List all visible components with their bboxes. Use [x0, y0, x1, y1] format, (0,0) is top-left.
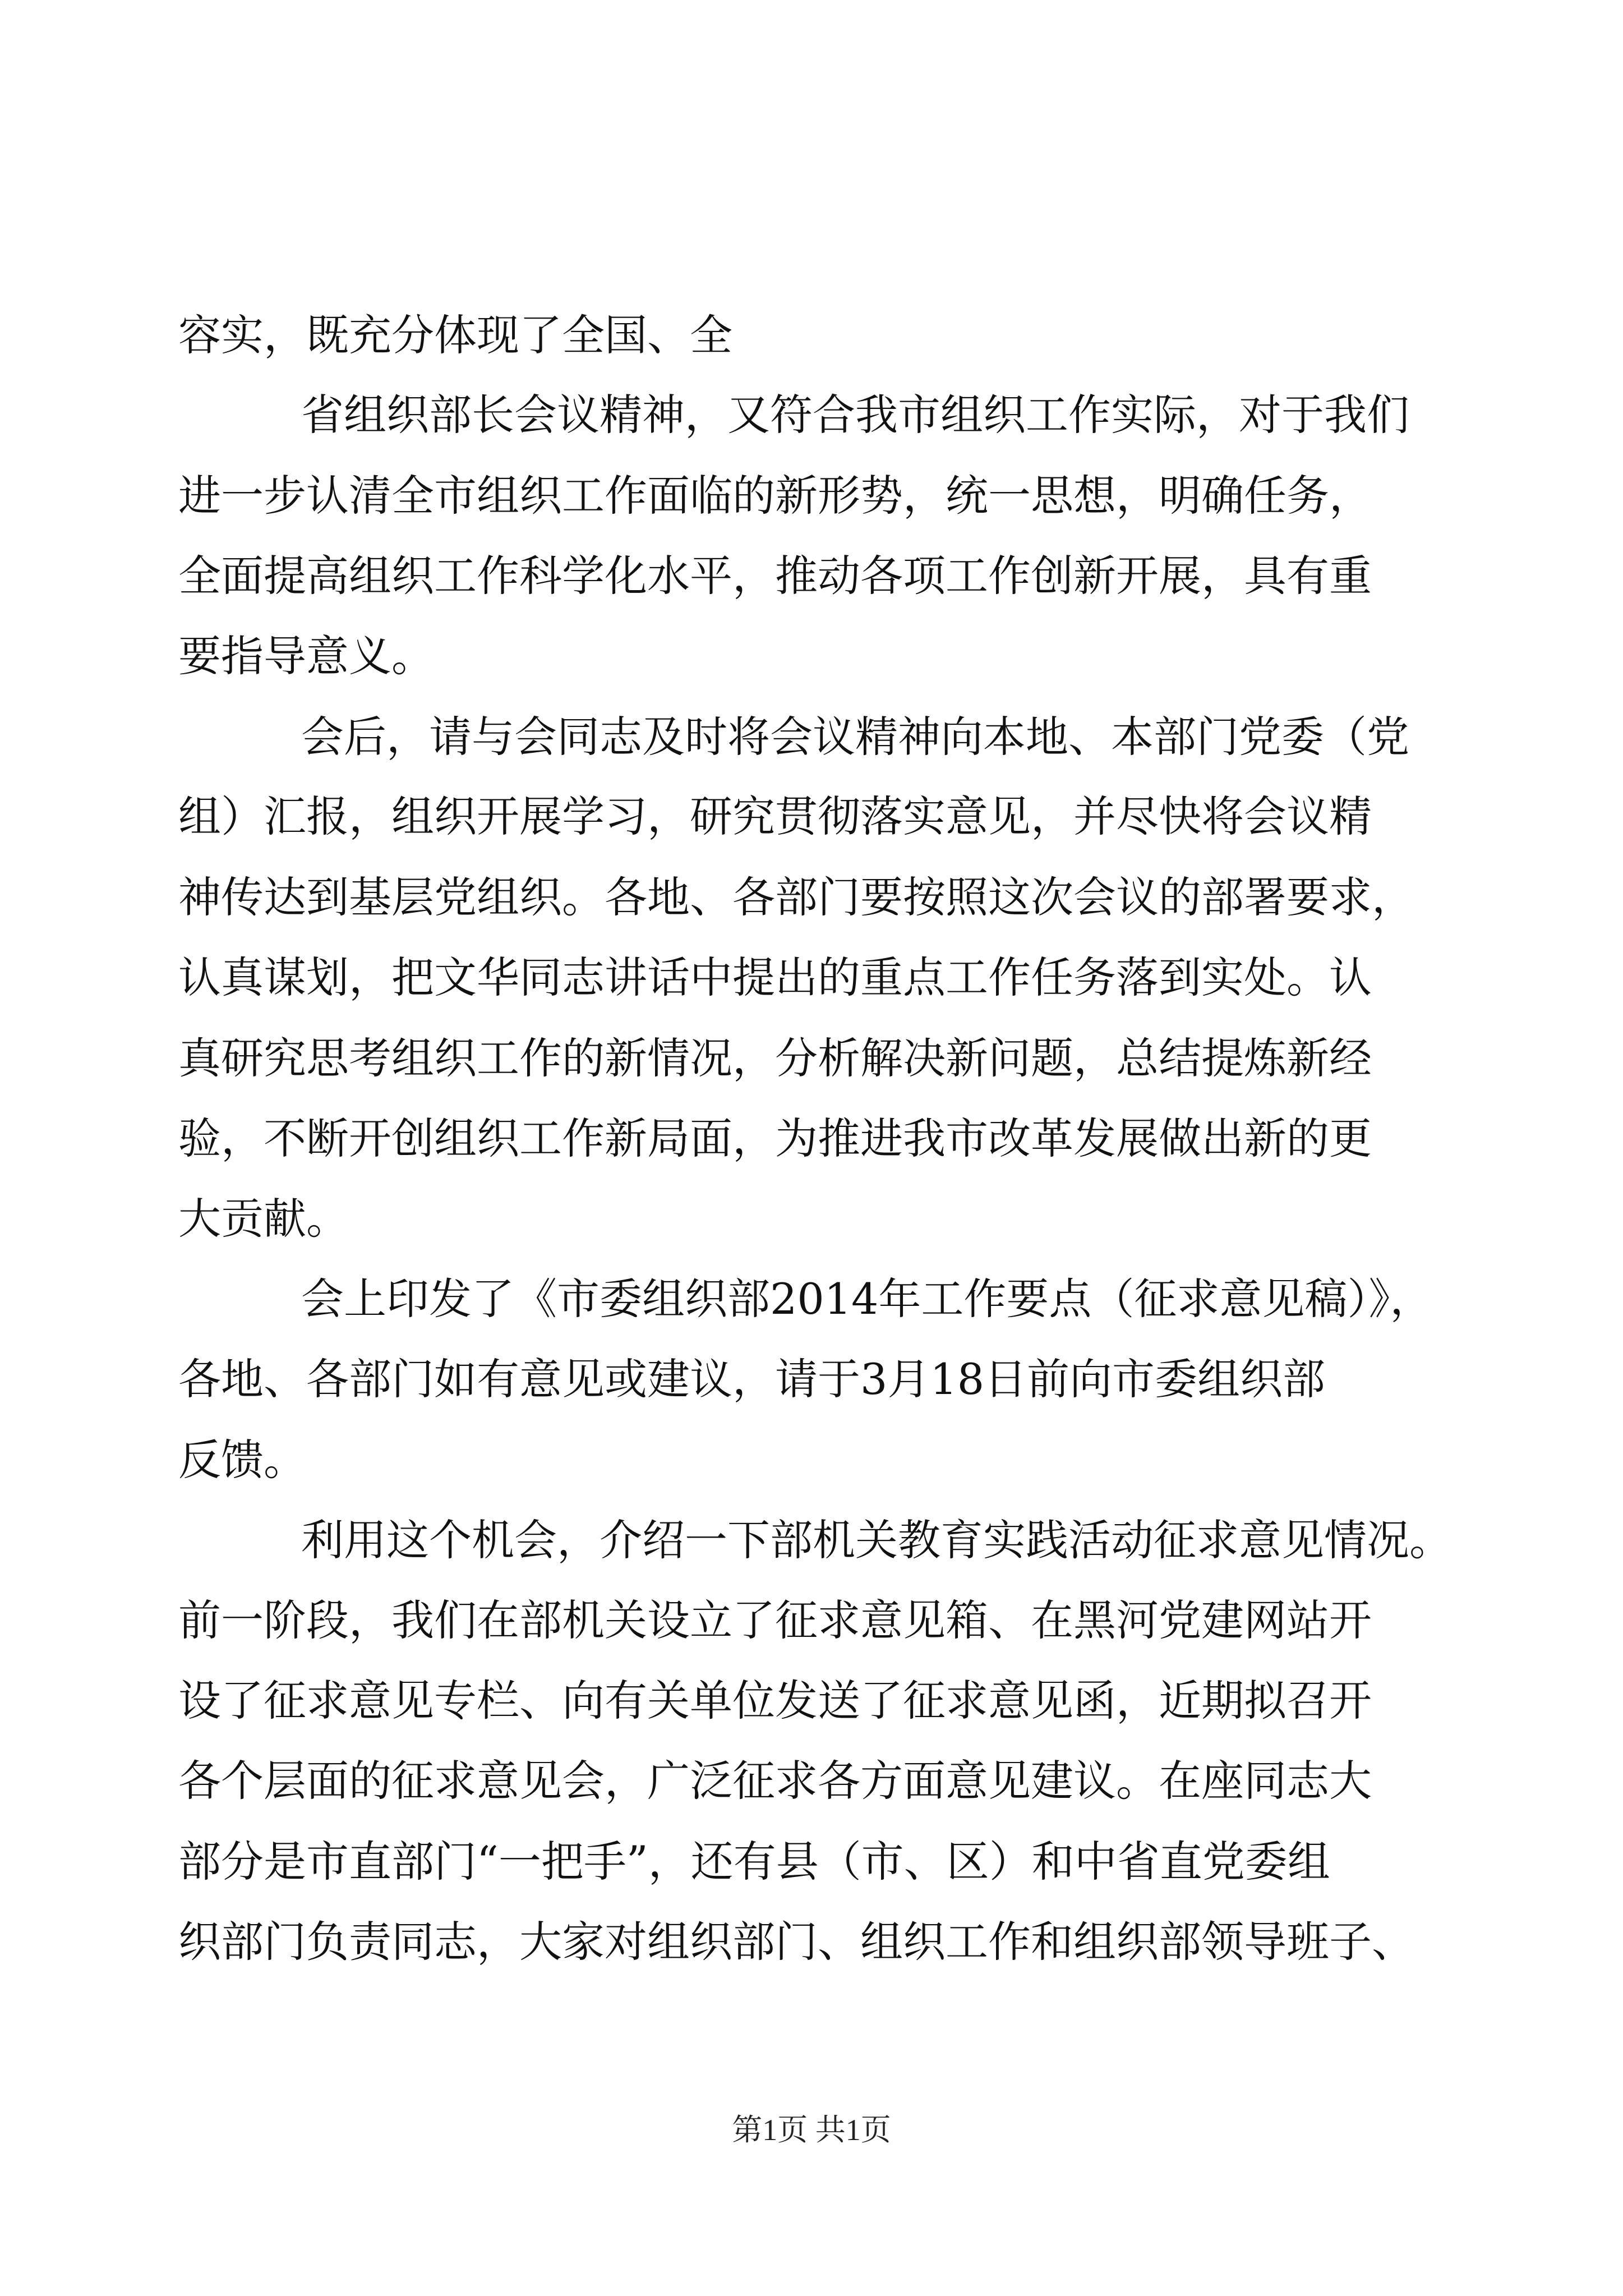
text-line: 全面提高组织工作科学化水平，推动各项工作创新开展，具有重	[178, 551, 1372, 601]
text-line: 神传达到基层党组织。各地、各部门要按照这次会议的部署要求，	[178, 872, 1414, 922]
text-line: 省组织部长会议精神，又符合我市组织工作实际，对于我们	[301, 390, 1409, 440]
text-line: 真研究思考组织工作的新情况，分析解决新问题，总结提炼新经	[178, 1033, 1372, 1083]
text-line: 容实，既充分体现了全国、全	[178, 310, 732, 360]
text-line: 组）汇报，组织开展学习，研究贯彻落实意见，并尽快将会议精	[178, 792, 1372, 841]
page-footer: 第1页 共1页	[732, 2113, 891, 2147]
text-line: 反馈。	[178, 1435, 306, 1485]
text-line: 大贡献。	[178, 1194, 349, 1244]
text-line: 验，不断开创组织工作新局面，为推进我市改革发展做出新的更	[178, 1114, 1372, 1163]
text-line: 会后，请与会同志及时将会议精神向本地、本部门党委（党	[301, 712, 1409, 762]
text-line: 各个层面的征求意见会，广泛征求各方面意见建议。在座同志大	[178, 1756, 1372, 1806]
text-line: 部分是市直部门“一把手”，还有县（市、区）和中省直党委组	[178, 1837, 1330, 1887]
text-line: 织部门负责同志，大家对组织部门、组织工作和组织部领导班子、	[178, 1917, 1414, 1967]
text-line: 前一阶段，我们在部机关设立了征求意见箱、在黑河党建网站开	[178, 1595, 1372, 1645]
text-line: 利用这个机会，介绍一下部机关教育实践活动征求意见情况。	[301, 1515, 1452, 1565]
text-line: 要指导意义。	[178, 631, 434, 681]
text-line: 各地、各部门如有意见或建议，请于3月18日前向市委组织部	[178, 1354, 1326, 1404]
text-line: 会上印发了《市委组织部2014年工作要点（征求意见稿）》，	[301, 1274, 1433, 1324]
text-line: 认真谋划，把文华同志讲话中提出的重点工作任务落到实处。认	[178, 953, 1372, 1002]
text-line: 设了征求意见专栏、向有关单位发送了征求意见函，近期拟召开	[178, 1676, 1372, 1726]
text-line: 进一步认清全市组织工作面临的新形势，统一思想，明确任务，	[178, 471, 1372, 521]
